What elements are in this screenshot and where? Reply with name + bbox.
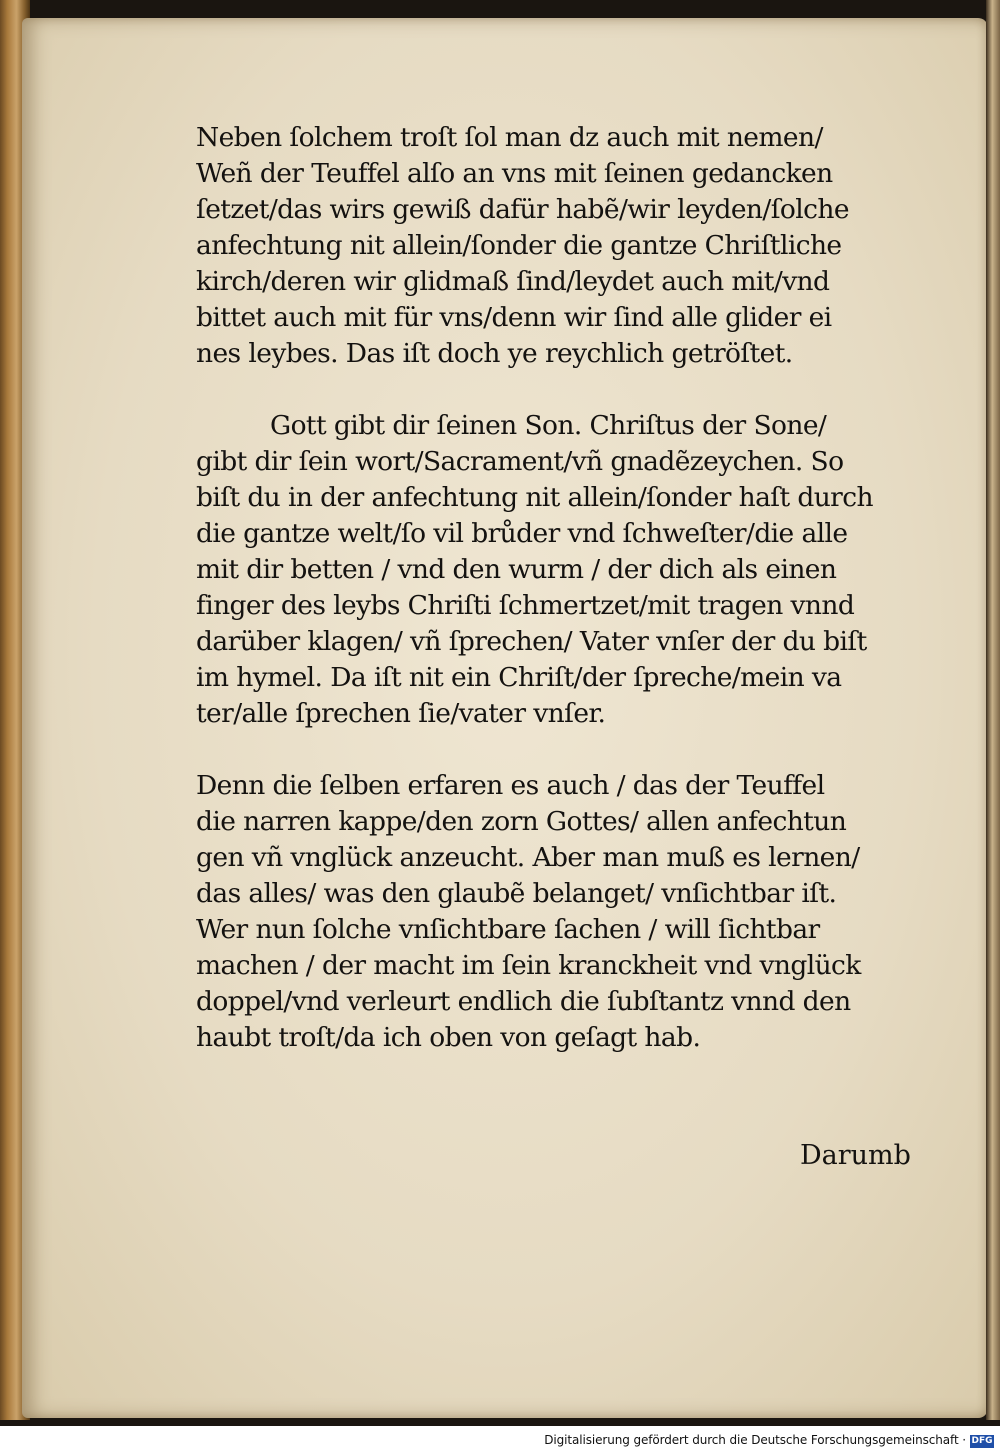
catchword: Darumb bbox=[800, 1140, 911, 1171]
text-line: anfechtung nit allein/ſonder die gantze Chriſtliche bbox=[196, 230, 842, 261]
text-line: ter/alle ſprechen ſie/vater vnſer. bbox=[196, 698, 606, 729]
page-right-edge bbox=[986, 0, 1000, 1420]
text-line: Denn die ſelben erfaren es auch / das der Teuffel bbox=[196, 770, 825, 801]
footer-credit: Digitalisierung gefördert durch die Deutsche Forschungsgemeinschaft · bbox=[544, 1433, 966, 1447]
text-line: haubt troſt/da ich oben von geſagt hab. bbox=[196, 1022, 701, 1053]
text-line: die gantze welt/ſo vil brůder vnd ſchweſter/die alle bbox=[196, 518, 848, 549]
text-line: ſetzet/das wirs gewiß dafür habẽ/wir leyden/ſolche bbox=[196, 194, 849, 225]
text-line: gibt dir ſein wort/Sacrament/vñ gnadẽzeychen. So bbox=[196, 446, 844, 477]
text-line: darüber klagen/ vñ ſprechen/ Vater vnſer der du biſt bbox=[196, 626, 867, 657]
text-line: biſt du in der anfechtung nit allein/ſonder haſt durch bbox=[196, 482, 873, 513]
text-line: kirch/deren wir glidmaß ſind/leydet auch mit/vnd bbox=[196, 266, 830, 297]
text-line: nes leybes. Das iſt doch ye reychlich getröſtet. bbox=[196, 338, 793, 369]
text-line: machen / der macht im ſein kranckheit vnd vnglück bbox=[196, 950, 861, 981]
page-text bbox=[196, 120, 944, 1056]
text-line: Gott gibt dir ſeinen Son. Chriſtus der Sone/ bbox=[270, 410, 827, 441]
paragraph-2 bbox=[196, 408, 944, 732]
text-line: Weñ der Teuffel alſo an vns mit ſeinen gedancken bbox=[196, 158, 833, 189]
text-line: das alles/ was den glaubẽ belanget/ vnſichtbar iſt. bbox=[196, 878, 837, 909]
text-line: finger des leybs Chriſti ſchmertzet/mit tragen vnnd bbox=[196, 590, 855, 621]
paragraph-1 bbox=[196, 120, 944, 372]
text-line: im hymel. Da iſt nit ein Chriſt/der ſpreche/mein va bbox=[196, 662, 842, 693]
text-line: mit dir betten / vnd den wurm / der dich als einen bbox=[196, 554, 837, 585]
text-line: Wer nun ſolche vnſichtbare ſachen / will ſichtbar bbox=[196, 914, 820, 945]
footer-bar bbox=[0, 1426, 1000, 1456]
text-line: Neben ſolchem troſt ſol man dz auch mit nemen/ bbox=[196, 122, 823, 153]
text-line: doppel/vnd verleurt endlich die ſubſtantz vnnd den bbox=[196, 986, 851, 1017]
dfg-logo-icon: DFG bbox=[971, 1436, 993, 1446]
text-line: gen vñ vnglück anzeucht. Aber man muß es lernen/ bbox=[196, 842, 860, 873]
text-line: die narren kappe/den zorn Gottes/ allen anfechtun bbox=[196, 806, 847, 837]
text-line: bittet auch mit für vns/denn wir ſind alle glider ei bbox=[196, 302, 832, 333]
paragraph-3 bbox=[196, 768, 944, 1056]
